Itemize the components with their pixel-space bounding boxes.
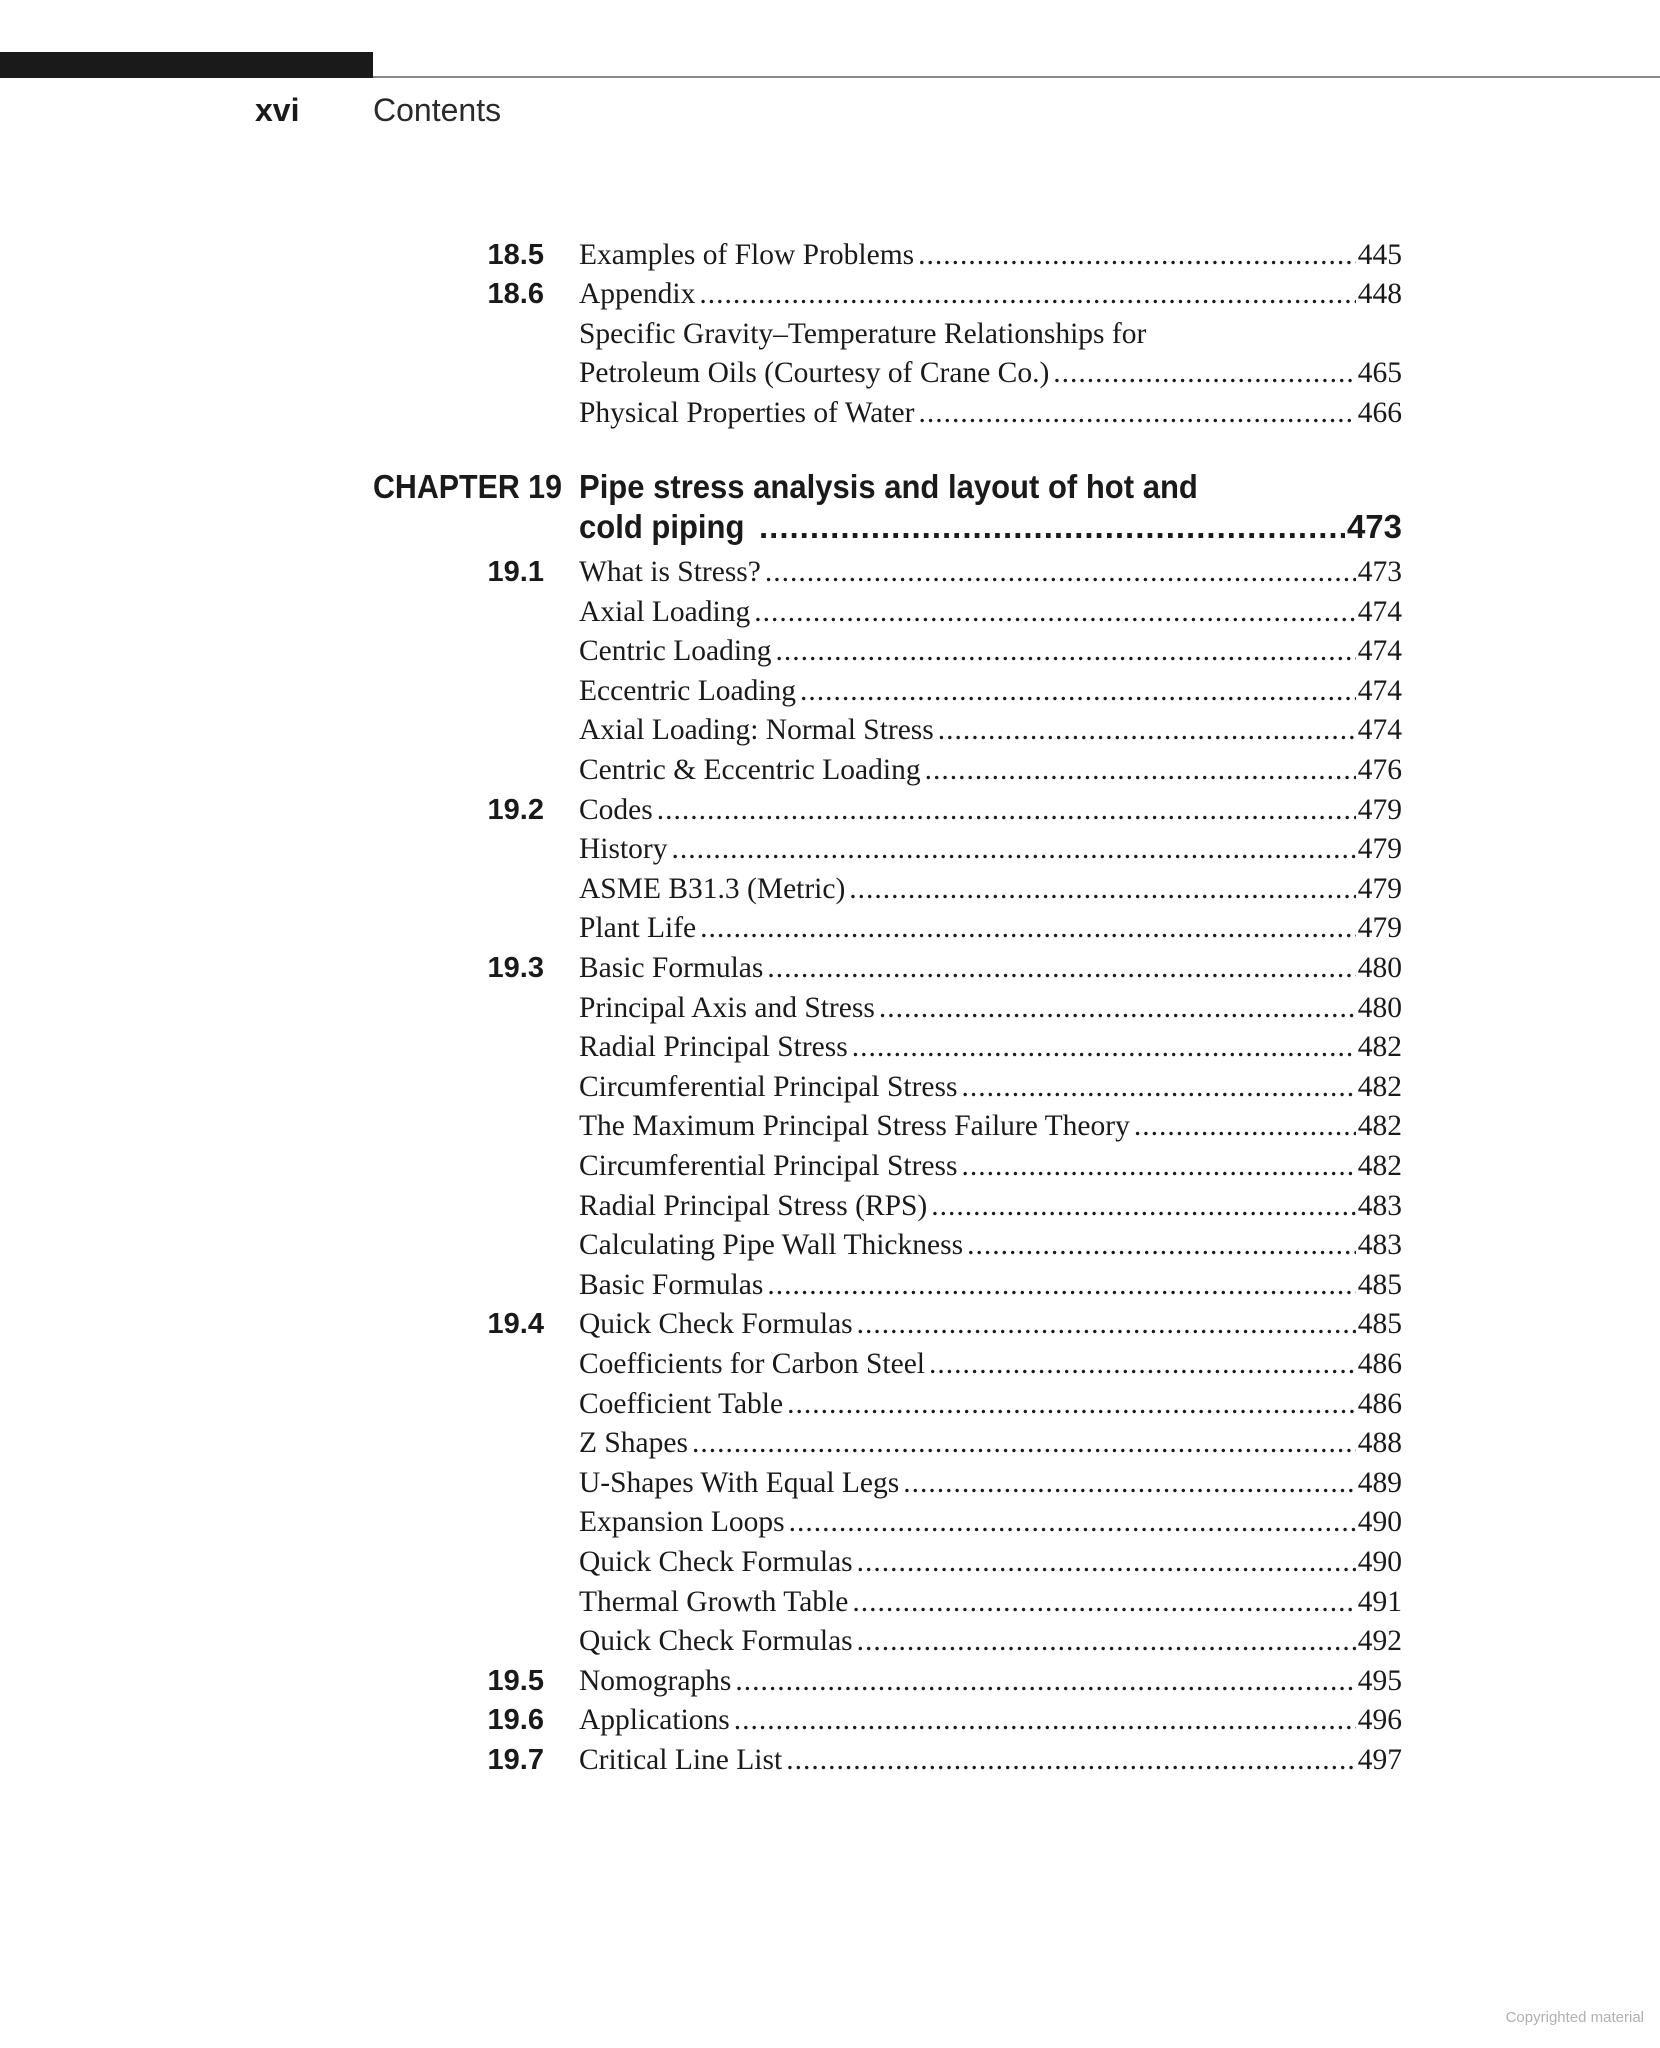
- dot-leader: [931, 1186, 1355, 1226]
- dot-leader: [700, 908, 1356, 948]
- entry-title: Nomographs: [579, 1665, 732, 1697]
- entry-title: Circumferential Principal Stress: [579, 1071, 958, 1103]
- toc-entry[interactable]: [0, 948, 1660, 988]
- toc-entry[interactable]: [0, 790, 1660, 830]
- entry-page: 483: [1357, 1229, 1402, 1261]
- entry-title: Radial Principal Stress (RPS): [579, 1190, 928, 1222]
- dot-leader: [962, 1067, 1356, 1107]
- entry-title: History: [579, 833, 668, 865]
- toc-entry[interactable]: [0, 1225, 1660, 1265]
- entry-page: 485: [1357, 1269, 1402, 1301]
- entry-page: 482: [1357, 1031, 1402, 1063]
- entry-title: Coefficient Table: [579, 1388, 784, 1420]
- entry-title: Z Shapes: [579, 1427, 688, 1459]
- entry-title: Basic Formulas: [579, 952, 764, 984]
- toc-entry[interactable]: [0, 1106, 1660, 1146]
- copyright-notice: Copyrighted material: [1505, 2009, 1644, 2026]
- toc-entry[interactable]: [0, 314, 1660, 354]
- dot-leader: [918, 235, 1356, 275]
- entry-page: 465: [1357, 357, 1402, 389]
- dot-leader: [852, 1582, 1355, 1622]
- dot-leader: [857, 1304, 1356, 1344]
- dot-leader: [776, 631, 1356, 671]
- dot-leader: [672, 829, 1356, 869]
- toc-entry[interactable]: [0, 988, 1660, 1028]
- entry-page: 497: [1357, 1744, 1402, 1776]
- entry-page: 489: [1357, 1467, 1402, 1499]
- dot-leader: [938, 710, 1356, 750]
- entry-page: 476: [1357, 754, 1402, 786]
- section-number: 19.2: [487, 794, 544, 826]
- toc-entry[interactable]: [0, 1542, 1660, 1582]
- entry-page: 486: [1357, 1348, 1402, 1380]
- entry-page: 486: [1357, 1388, 1402, 1420]
- dot-leader: [765, 552, 1356, 592]
- dot-leader: [754, 592, 1356, 632]
- entry-page: 491: [1357, 1586, 1402, 1618]
- entry-title: Principal Axis and Stress: [579, 992, 875, 1024]
- toc-entry[interactable]: [0, 1027, 1660, 1067]
- toc-entry[interactable]: [0, 631, 1660, 671]
- entry-page: 474: [1357, 675, 1402, 707]
- page-number: xvi: [255, 92, 300, 128]
- chapter-title-line2: cold piping: [579, 508, 745, 545]
- entry-page: 445: [1357, 239, 1402, 271]
- toc-entry[interactable]: [0, 710, 1660, 750]
- toc-entry[interactable]: [0, 1265, 1660, 1305]
- chapter-page: 473: [1346, 508, 1402, 545]
- entry-page: 483: [1357, 1190, 1402, 1222]
- entry-title: Examples of Flow Problems: [579, 239, 915, 271]
- section-number: 19.1: [487, 556, 544, 588]
- entry-title: U-Shapes With Equal Legs: [579, 1467, 900, 1499]
- entry-page: 479: [1357, 912, 1402, 944]
- toc-entry[interactable]: [0, 1700, 1660, 1740]
- dot-leader: [852, 1027, 1356, 1067]
- entry-title: What is Stress?: [579, 556, 761, 588]
- dot-leader: [962, 1146, 1356, 1186]
- entry-title: Quick Check Formulas: [579, 1308, 853, 1340]
- dot-leader: [699, 274, 1355, 314]
- section-number: 18.6: [487, 278, 544, 310]
- running-head: Contents: [373, 92, 502, 128]
- entry-page: 490: [1357, 1506, 1402, 1538]
- entry-title: Eccentric Loading: [579, 675, 797, 707]
- dot-leader: [925, 750, 1356, 790]
- dot-leader: [903, 1463, 1355, 1503]
- toc-entry[interactable]: [0, 1463, 1660, 1503]
- section-number: 19.6: [487, 1704, 544, 1736]
- dot-leader: [967, 1225, 1356, 1265]
- entry-title: The Maximum Principal Stress Failure Theory: [579, 1110, 1130, 1142]
- toc-entry[interactable]: [0, 1502, 1660, 1542]
- entry-title: Axial Loading: Normal Stress: [579, 714, 934, 746]
- entry-page: 480: [1357, 992, 1402, 1024]
- section-number: 19.4: [487, 1308, 544, 1340]
- toc-entry[interactable]: [0, 235, 1660, 275]
- entry-page: 473: [1357, 556, 1402, 588]
- entry-title: Radial Principal Stress: [579, 1031, 848, 1063]
- entry-page: 448: [1357, 278, 1402, 310]
- toc-entry[interactable]: [0, 1661, 1660, 1701]
- dot-leader: [929, 1344, 1356, 1384]
- entry-title: Circumferential Principal Stress: [579, 1150, 958, 1182]
- dot-leader: [857, 1621, 1356, 1661]
- entry-title: Plant Life: [579, 912, 697, 944]
- entry-title: Quick Check Formulas: [579, 1625, 853, 1657]
- toc-entry[interactable]: [0, 274, 1660, 314]
- entry-title: Centric Loading: [579, 635, 772, 667]
- entry-title: Physical Properties of Water: [579, 397, 915, 429]
- toc-entry[interactable]: [0, 393, 1660, 433]
- entry-title: ASME B31.3 (Metric): [579, 873, 846, 905]
- toc-entry[interactable]: [0, 869, 1660, 909]
- entry-title: Petroleum Oils (Courtesy of Crane Co.): [579, 357, 1050, 389]
- entry-page: 482: [1357, 1071, 1402, 1103]
- entry-title: Coefficients for Carbon Steel: [579, 1348, 925, 1380]
- entry-page: 479: [1357, 794, 1402, 826]
- toc-entry[interactable]: [0, 671, 1660, 711]
- dot-leader: [879, 988, 1356, 1028]
- chapter-label: CHAPTER 19: [373, 468, 562, 505]
- entry-page: 474: [1357, 714, 1402, 746]
- dot-leader: [1134, 1106, 1356, 1146]
- entry-page: 492: [1357, 1625, 1402, 1657]
- entry-page: 482: [1357, 1110, 1402, 1142]
- dot-leader: [800, 671, 1356, 711]
- header-rule-thick: [0, 52, 373, 78]
- chapter-title-line1: Pipe stress analysis and layout of hot and: [579, 468, 1198, 505]
- section-number: 19.7: [487, 1744, 544, 1776]
- entry-page: 485: [1357, 1308, 1402, 1340]
- entry-page: 479: [1357, 873, 1402, 905]
- toc-entry[interactable]: [0, 1146, 1660, 1186]
- toc-entry[interactable]: [0, 1423, 1660, 1463]
- entry-title: Applications: [579, 1704, 730, 1736]
- entry-title: Expansion Loops: [579, 1506, 785, 1538]
- entry-title: Specific Gravity–Temperature Relationships for: [579, 318, 1147, 350]
- entry-title: Calculating Pipe Wall Thickness: [579, 1229, 964, 1261]
- dot-leader: [857, 1542, 1356, 1582]
- toc-entry[interactable]: [0, 353, 1660, 393]
- toc-entry[interactable]: [0, 1740, 1660, 1780]
- header-rule-thin: [373, 76, 1660, 78]
- dot-leader: [657, 790, 1356, 830]
- toc-entry[interactable]: [0, 1344, 1660, 1384]
- entry-title: Appendix: [579, 278, 696, 310]
- dot-leader: [759, 507, 1345, 547]
- entry-page: 495: [1357, 1665, 1402, 1697]
- toc-entry[interactable]: [0, 1582, 1660, 1622]
- toc-entry[interactable]: [0, 1304, 1660, 1344]
- entry-page: 466: [1357, 397, 1402, 429]
- toc-entry[interactable]: [0, 1621, 1660, 1661]
- dot-leader: [1053, 353, 1355, 393]
- toc-entry[interactable]: [0, 592, 1660, 632]
- toc-entry[interactable]: [0, 552, 1660, 592]
- entry-page: 479: [1357, 833, 1402, 865]
- entry-page: 496: [1357, 1704, 1402, 1736]
- entry-page: 474: [1357, 635, 1402, 667]
- entry-page: 480: [1357, 952, 1402, 984]
- chapter-heading[interactable]: [0, 467, 1660, 507]
- dot-leader: [735, 1661, 1355, 1701]
- entry-title: Critical Line List: [579, 1744, 783, 1776]
- section-number: 19.3: [487, 952, 544, 984]
- dot-leader: [692, 1423, 1356, 1463]
- toc-entry[interactable]: [0, 829, 1660, 869]
- entry-title: Thermal Growth Table: [579, 1586, 849, 1618]
- entry-page: 474: [1357, 596, 1402, 628]
- entry-page: 490: [1357, 1546, 1402, 1578]
- toc-entry[interactable]: [0, 908, 1660, 948]
- dot-leader: [767, 948, 1355, 988]
- chapter-heading-line2[interactable]: [0, 507, 1660, 547]
- toc-entry[interactable]: [0, 750, 1660, 790]
- section-number: 19.5: [487, 1665, 544, 1697]
- toc-entry[interactable]: [0, 1067, 1660, 1107]
- entry-title: Codes: [579, 794, 653, 826]
- dot-leader: [918, 393, 1355, 433]
- entry-title: Basic Formulas: [579, 1269, 764, 1301]
- entry-page: 482: [1357, 1150, 1402, 1182]
- dot-leader: [849, 869, 1355, 909]
- entry-title: Quick Check Formulas: [579, 1546, 853, 1578]
- entry-title: Axial Loading: [579, 596, 751, 628]
- section-number: 18.5: [487, 239, 544, 271]
- dot-leader: [734, 1700, 1356, 1740]
- toc-entry[interactable]: [0, 1384, 1660, 1424]
- dot-leader: [786, 1740, 1356, 1780]
- dot-leader: [787, 1384, 1356, 1424]
- dot-leader: [789, 1502, 1356, 1542]
- dot-leader: [767, 1265, 1355, 1305]
- toc-entry[interactable]: [0, 1186, 1660, 1226]
- entry-page: 488: [1357, 1427, 1402, 1459]
- entry-title: Centric & Eccentric Loading: [579, 754, 921, 786]
